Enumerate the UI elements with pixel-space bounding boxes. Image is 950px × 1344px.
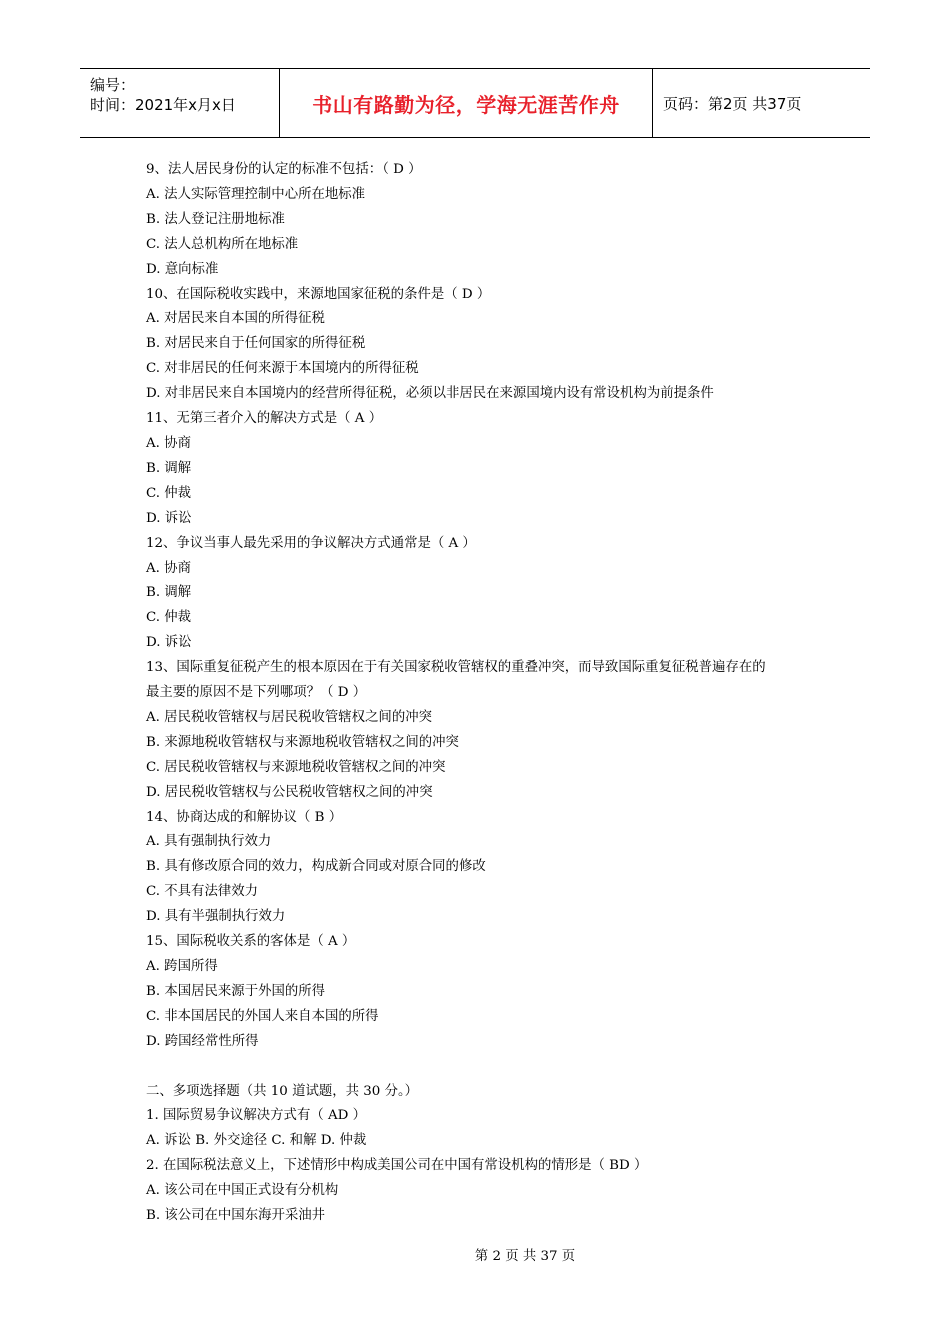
text-line: D. 对非居民来自本国境内的经营所得征税，必须以非居民在来源国境内设有常设机构为前提条件 [146, 386, 714, 402]
text-line: 14、协商达成的和解协议（ B ） [146, 809, 343, 825]
serial-label: 编号： [90, 76, 136, 94]
text-line: B. 本国居民来源于外国的所得 [146, 983, 326, 999]
text-line: A. 该公司在中国正式设有分机构 [146, 1183, 339, 1199]
text-line: B. 法人登记注册地标准 [146, 211, 285, 227]
page-footer [0, 1245, 950, 1264]
text-line: 11、无第三者介入的解决方式是（ A ） [146, 411, 383, 427]
header-meta [80, 69, 280, 137]
text-line: 9、法人居民身份的认定的标准不包括：（ D ） [146, 162, 422, 177]
text-line: 12、争议当事人最先采用的争议解决方式通常是（ A ） [146, 535, 476, 551]
text-line: 二、多项选择题（共 10 道试题，共 30 分。） [146, 1083, 419, 1099]
page-header [80, 68, 870, 138]
text-line: C. 对非居民的任何来源于本国境内的所得征税 [146, 361, 419, 377]
text-line: A. 具有强制执行效力 [146, 834, 272, 850]
text-line: C. 仲裁 [146, 485, 192, 501]
text-line: C. 仲裁 [146, 610, 192, 626]
text-line: B. 对居民来自于任何国家的所得征税 [146, 336, 366, 352]
text-line: A. 居民税收管辖权与居民税收管辖权之间的冲突 [146, 709, 432, 725]
text-line: C. 不具有法律效力 [146, 884, 259, 900]
text-line: 2. 在国际税法意义上，下述情形中构成美国公司在中国有常设机构的情形是（ BD ） [146, 1158, 648, 1174]
text-line: 10、在国际税收实践中，来源地国家征税的条件是（ D ） [146, 286, 491, 302]
text-line: C. 居民税收管辖权与来源地税收管辖权之间的冲突 [146, 759, 446, 775]
header-motto: 书山有路勤为径，学海无涯苦作舟 [280, 69, 653, 137]
text-line: 13、国际重复征税产生的根本原因在于有关国家税收管辖权的重叠冲突，而导致国际重复征税普遍存在的 [146, 660, 766, 676]
text-line: C. 非本国居民的外国人来自本国的所得 [146, 1008, 379, 1024]
header-page-info: 页码：第2页 共37页 [663, 94, 802, 113]
text-line: A. 诉讼 B. 外交途径 C. 和解 D. 仲裁 [146, 1133, 367, 1149]
blank-line [146, 1055, 826, 1080]
text-line: A. 跨国所得 [146, 959, 218, 974]
text-line: 15、国际税收关系的客体是（ A ） [146, 934, 356, 950]
text-line: D. 诉讼 [146, 510, 192, 526]
text-line: B. 调解 [146, 460, 192, 476]
text-line: C. 法人总机构所在地标准 [146, 236, 299, 252]
text-line: B. 具有修改原合同的效力，构成新合同或对原合同的修改 [146, 859, 486, 875]
text-line: 最主要的原因不是下列哪项？（ D ） [146, 685, 367, 701]
text-line: D. 跨国经常性所得 [146, 1033, 259, 1049]
text-line: D. 意向标准 [146, 261, 219, 277]
footer-page-number: 第 2 页 共 37 页 [474, 1249, 576, 1264]
text-line: B. 调解 [146, 585, 192, 601]
text-line: 1. 国际贸易争议解决方式有（ AD ） [146, 1108, 367, 1124]
document-body [146, 158, 826, 1229]
text-line: B. 来源地税收管辖权与来源地税收管辖权之间的冲突 [146, 734, 459, 750]
text-line: A. 法人实际管理控制中心所在地标准 [146, 186, 366, 202]
text-line: A. 对居民来自本国的所得征税 [146, 311, 325, 327]
text-line: A. 协商 [146, 435, 191, 451]
text-line: A. 协商 [146, 560, 191, 576]
text-line: B. 该公司在中国东海开采油井 [146, 1208, 326, 1224]
text-line: D. 诉讼 [146, 635, 192, 651]
text-line: D. 具有半强制执行效力 [146, 909, 286, 925]
text-line: D. 居民税收管辖权与公民税收管辖权之间的冲突 [146, 784, 433, 800]
time-label: 时间：2021年x月x日 [90, 96, 236, 114]
